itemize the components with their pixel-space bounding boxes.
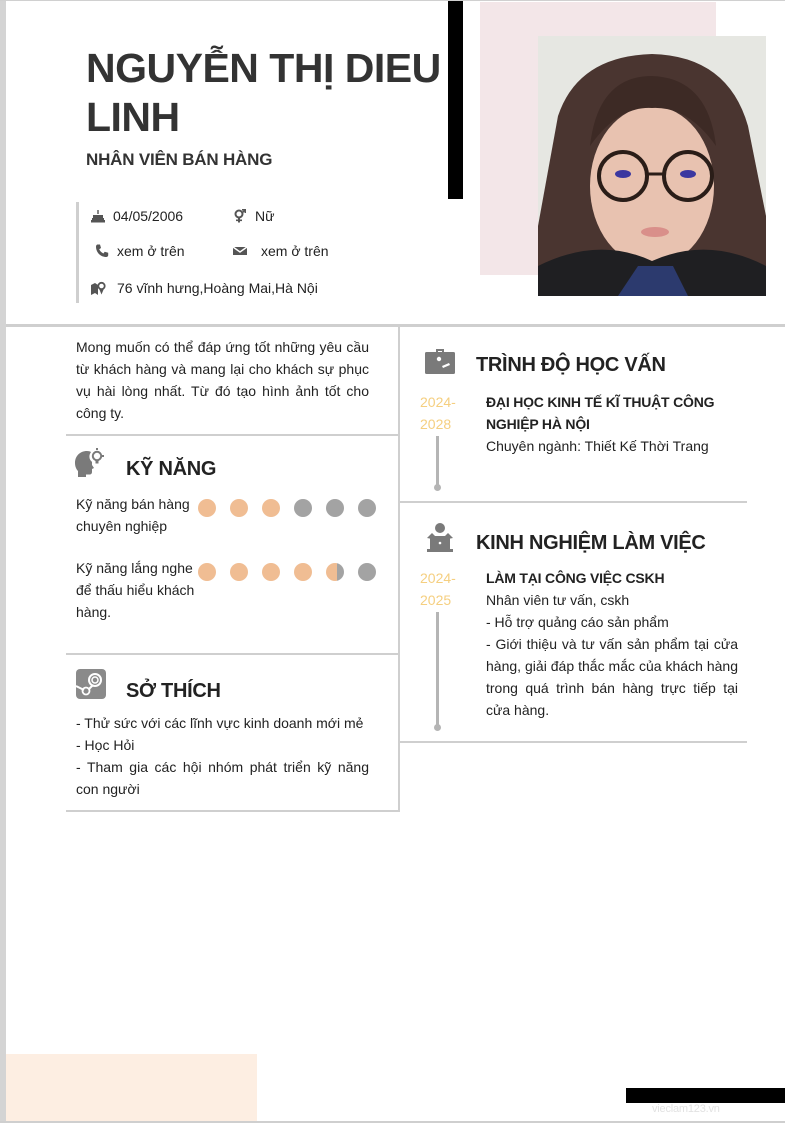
birthday-item (89, 207, 183, 225)
email-item[interactable] (231, 242, 329, 260)
decorative-peach-block (6, 1054, 257, 1121)
experience-year-start: 2024- (420, 570, 456, 586)
skill-rating (198, 499, 376, 517)
education-year-start: 2024- (420, 394, 456, 410)
skills-header (74, 444, 216, 481)
school-name: ĐẠI HỌC KINH TẾ KĨ THUẬT CÔNG NGHIỆP HÀ NỘI (486, 394, 715, 432)
hobby-item: - Thử sức với các lĩnh vực kinh doanh mới mẻ (76, 715, 364, 731)
head-lightbulb-icon (74, 447, 106, 479)
rating-dot-filled (198, 563, 216, 581)
address-value: 76 vĩnh hưng,Hoàng Mai,Hà Nội (117, 280, 318, 296)
hobbies-title: SỞ THÍCH (126, 680, 221, 702)
gender-icon (231, 207, 249, 225)
skill-label: Kỹ năng bán hàng chuyên nghiệp (76, 496, 190, 534)
decorative-black-footer-bar (626, 1088, 785, 1103)
phone-value[interactable]: xem ở trên (117, 243, 185, 259)
person-laptop-icon (424, 522, 456, 554)
experience-divider (400, 741, 747, 743)
skills-divider (66, 653, 398, 655)
company-name: LÀM TẠI CÔNG VIỆC CSKH (486, 570, 665, 586)
steam-icon (76, 669, 106, 699)
column-divider (398, 327, 400, 811)
phone-item[interactable] (93, 242, 185, 260)
briefcase-icon (424, 345, 456, 377)
timeline-dot (434, 484, 441, 491)
rating-dot-filled (198, 499, 216, 517)
objective-divider (66, 434, 398, 436)
contact-info (76, 202, 376, 303)
job-duty: - Giới thiệu và tư vấn sản phẩm tại cửa hàng, giải đáp thắc mắc của khách hàng trong quá trình bán hàng trực tiếp tại cửa hàng. (486, 636, 738, 718)
education-divider (400, 501, 747, 503)
experience-title: KINH NGHIỆM LÀM VIỆC (476, 532, 706, 554)
job-position: Nhân viên tư vấn, cskh (486, 592, 630, 608)
skill-label: Kỹ năng lắng nghe để thấu hiểu khách hàng. (76, 560, 195, 620)
address-item (89, 279, 318, 297)
rating-dot-filled (262, 499, 280, 517)
rating-dot-empty (358, 563, 376, 581)
job-title: NHÂN VIÊN BÁN HÀNG (86, 150, 273, 169)
rating-dot-empty (326, 499, 344, 517)
gender-item (231, 207, 274, 225)
rating-dot-filled (294, 563, 312, 581)
rating-dot-filled (230, 499, 248, 517)
hobbies-divider (66, 810, 400, 812)
timeline-dot (434, 724, 441, 731)
profile-photo (538, 36, 766, 296)
skills-title: KỸ NĂNG (126, 458, 217, 480)
job-duty: - Hỗ trợ quảng cáo sản phẩm (486, 614, 669, 630)
map-pin-icon (89, 279, 107, 297)
education-header (424, 345, 666, 377)
hobbies-list (76, 712, 369, 800)
rating-dot-empty (358, 499, 376, 517)
education-year-end: 2028 (420, 416, 452, 432)
hobbies-header (76, 664, 221, 703)
birthday-cake-icon (89, 207, 107, 225)
experience-header (424, 520, 706, 555)
phone-icon (93, 242, 111, 260)
decorative-black-bar (448, 1, 463, 199)
career-objective: Mong muốn có thể đáp ứng tốt những yêu cầu từ khách hàng và mang lại cho khách sự phục vụ hài lòng nhất. Từ đó tạo hình ảnh tốt cho công ty. (76, 339, 369, 421)
rating-dot-partial (326, 563, 344, 581)
watermark: vieclam123.vn (652, 1103, 720, 1115)
candidate-name: NGUYỄN THỊ DIEU LINH (86, 45, 441, 140)
page-edge (0, 0, 6, 1123)
header-divider (6, 324, 785, 327)
rating-dot-empty (294, 499, 312, 517)
timeline-line (436, 436, 439, 486)
timeline-line (436, 612, 439, 726)
education-title: TRÌNH ĐỘ HỌC VẤN (476, 353, 666, 376)
hobby-item: - Tham gia các hội nhóm phát triển kỹ năng con người (76, 759, 369, 797)
experience-year-end: 2025 (420, 592, 452, 608)
page-edge-top (0, 0, 785, 1)
birthday-value: 04/05/2006 (113, 208, 184, 224)
rating-dot-filled (230, 563, 248, 581)
email-value[interactable]: xem ở trên (261, 243, 329, 259)
hobby-item: - Học Hỏi (76, 737, 135, 753)
rating-dot-filled (262, 563, 280, 581)
skill-rating (198, 563, 376, 581)
gender-value: Nữ (255, 208, 275, 224)
envelope-icon (231, 242, 249, 260)
education-major: Chuyên ngành: Thiết Kế Thời Trang (486, 438, 709, 454)
